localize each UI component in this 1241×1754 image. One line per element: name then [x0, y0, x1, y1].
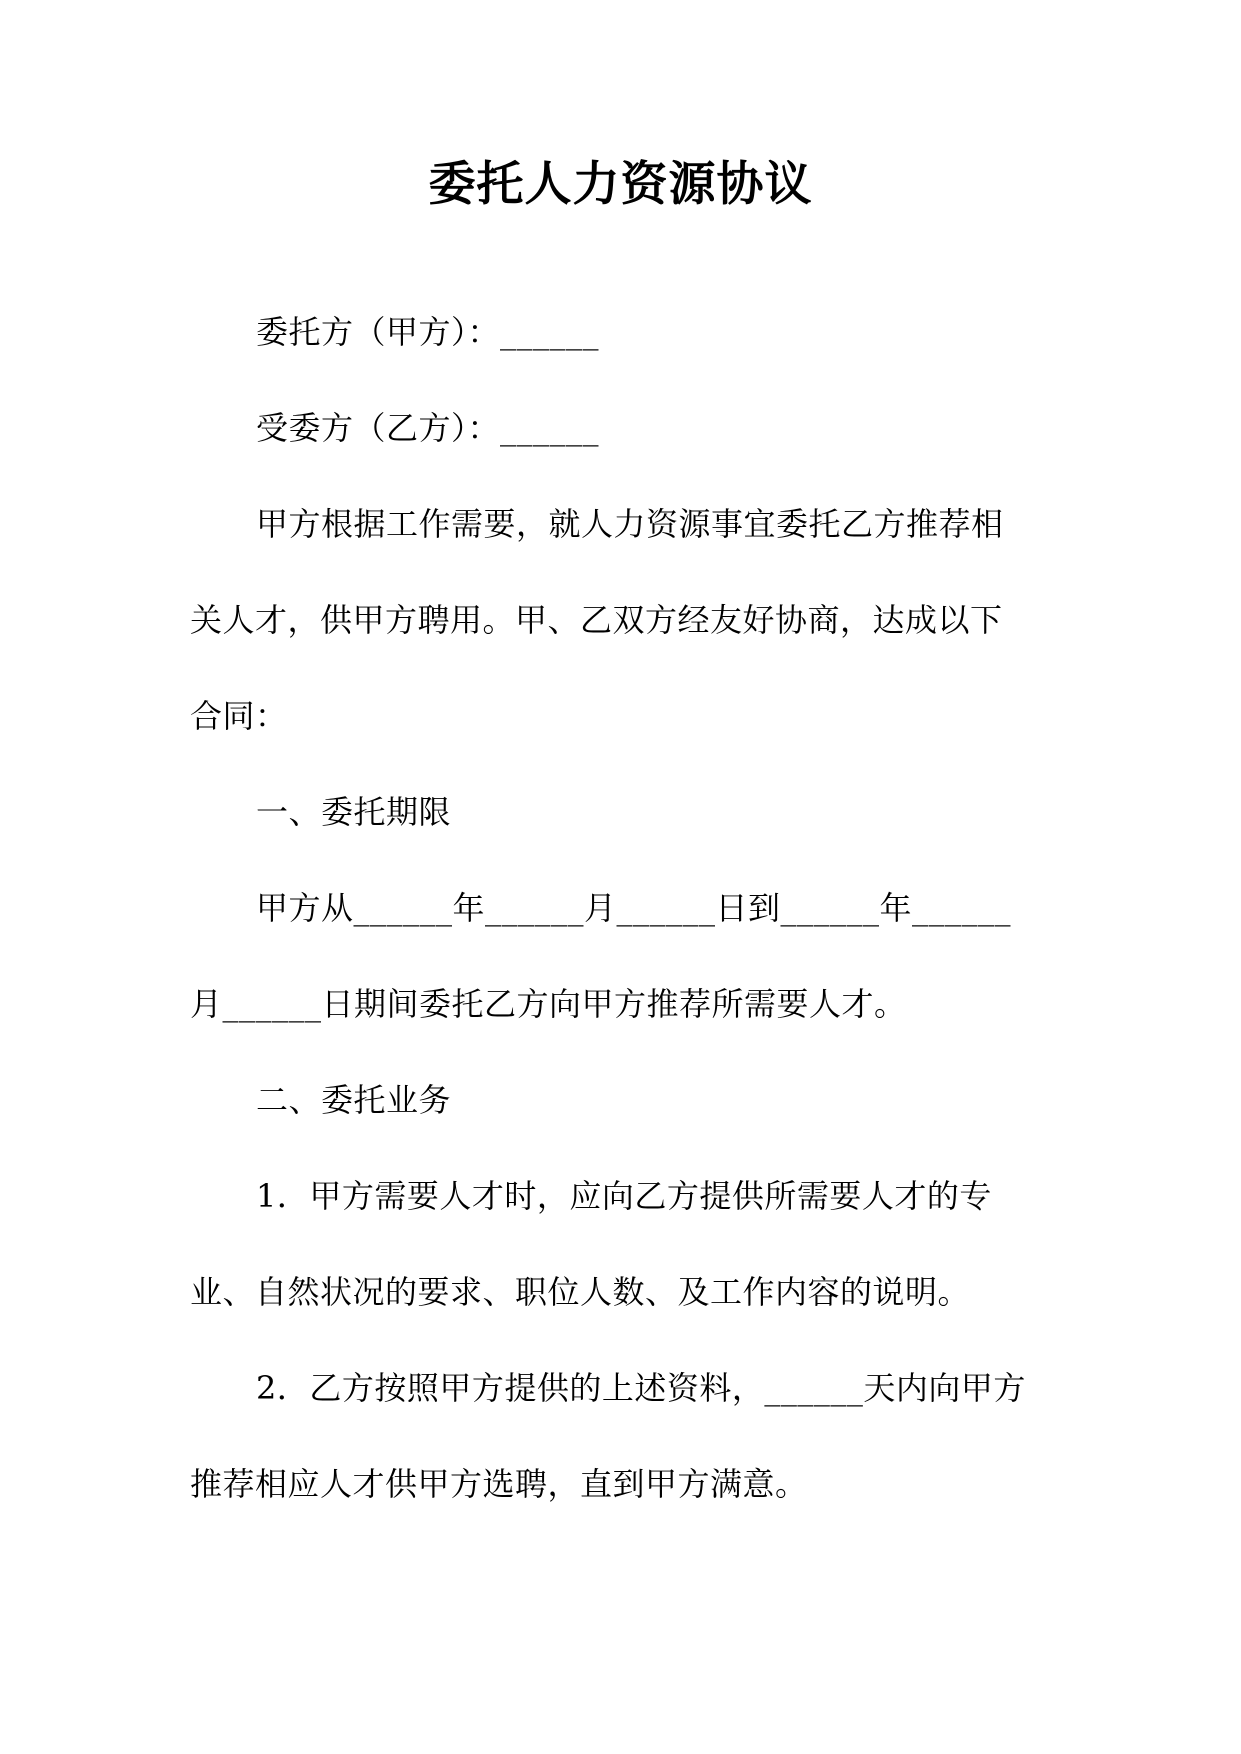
intro-paragraph-line-2: 关人才，供甲方聘用。甲、乙双方经友好协商，达成以下: [190, 601, 1003, 639]
party-b-line: 受委方（乙方）：______: [256, 409, 600, 447]
term-paragraph-line-2: 月______日期间委托乙方向甲方推荐所需要人才。: [190, 985, 907, 1023]
term-paragraph-line-1: 甲方从______年______月______日到______年______: [256, 889, 1012, 927]
document-title: 委托人力资源协议: [428, 157, 813, 212]
clause-1-line-2: 业、自然状况的要求、职位人数、及工作内容的说明。: [190, 1273, 971, 1311]
clause-1-line-1: 1．甲方需要人才时，应向乙方提供所需要人才的专: [256, 1177, 992, 1215]
clause-2-line-2: 推荐相应人才供甲方选聘，直到甲方满意。: [190, 1465, 808, 1503]
section-heading-business: 二、委托业务: [256, 1081, 452, 1119]
intro-paragraph-line-1: 甲方根据工作需要，就人力资源事宜委托乙方推荐相: [256, 505, 1004, 543]
clause-2-line-1: 2．乙方按照甲方提供的上述资料，______天内向甲方: [256, 1369, 1026, 1407]
intro-paragraph-line-3: 合同：: [190, 697, 288, 735]
section-heading-term: 一、委托期限: [256, 793, 452, 831]
party-a-line: 委托方（甲方）：______: [256, 313, 600, 351]
